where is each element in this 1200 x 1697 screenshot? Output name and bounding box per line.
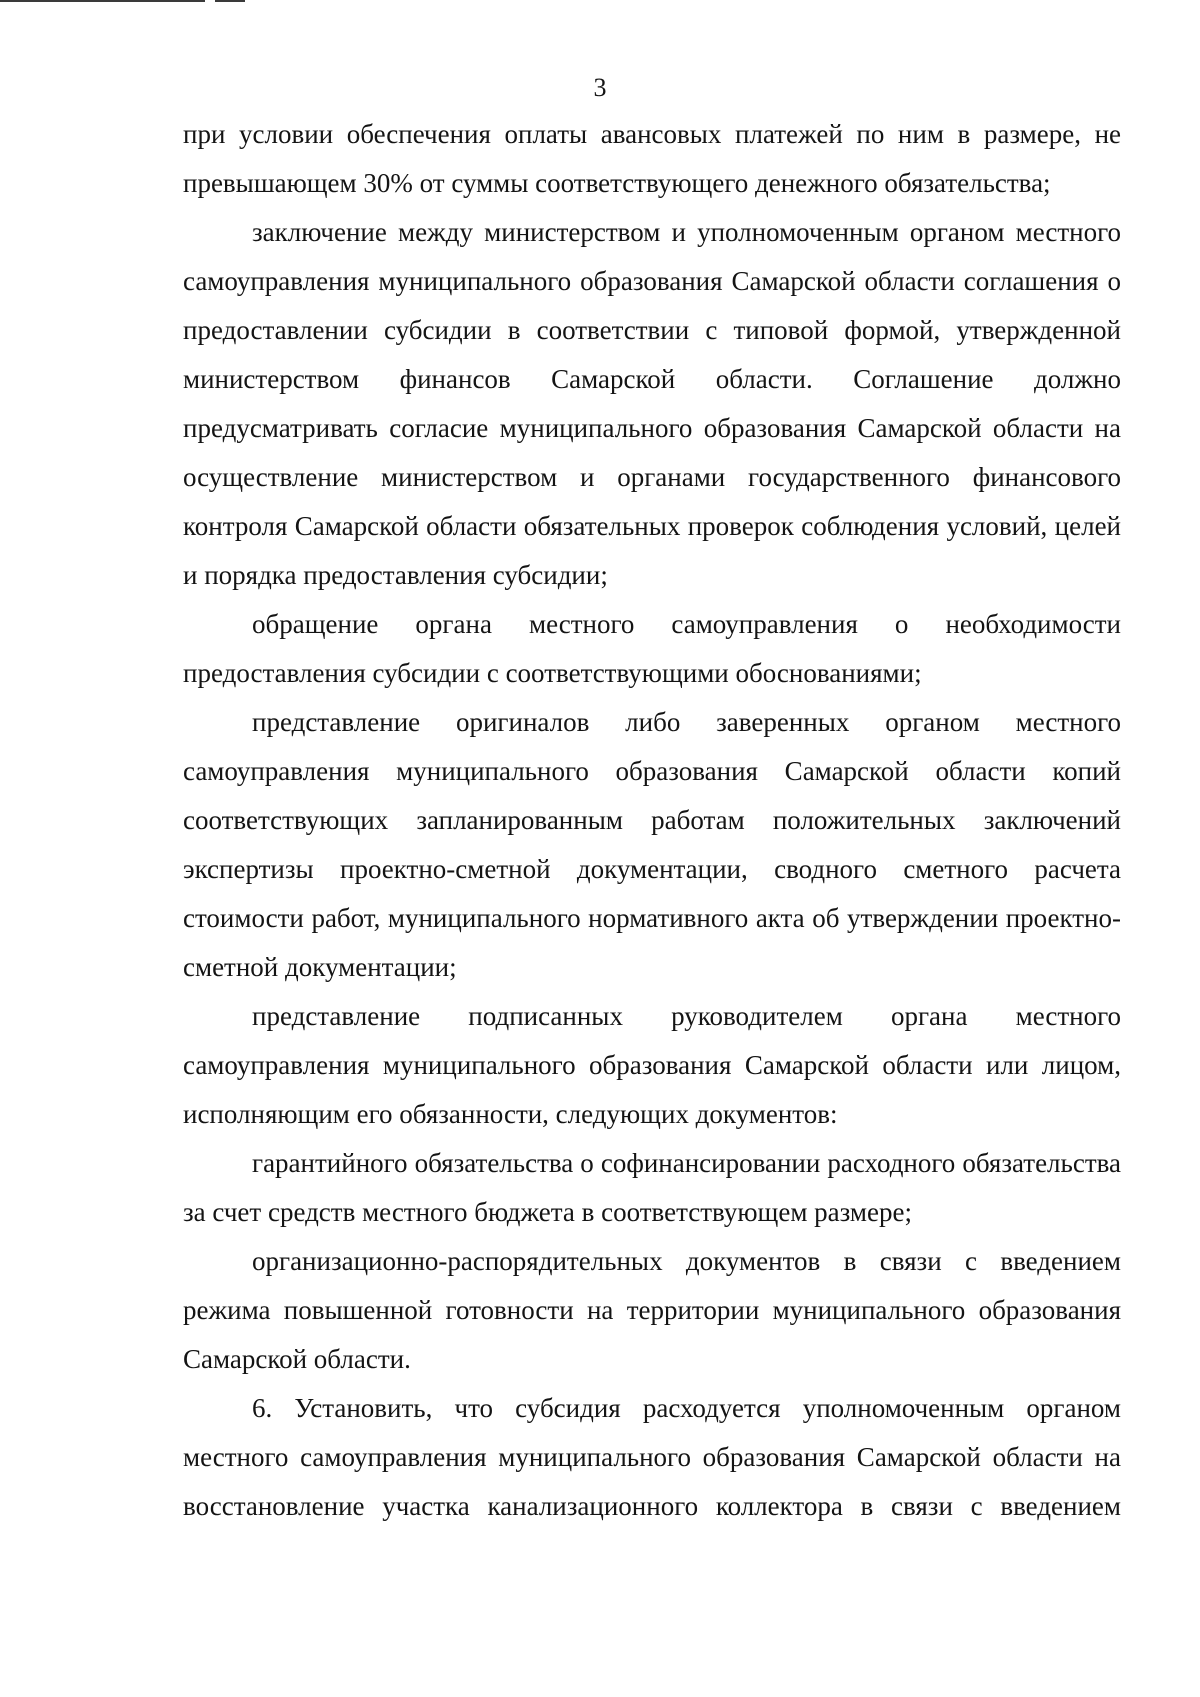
paragraph-signed-documents: представление подписанных руководителем органа местного самоуправления муниципального образования Самарской области или лицом, исполняющим его обязанности, следующих документов:	[183, 1001, 1121, 1129]
paragraph-item-6: 6. Установить, что субсидия расходуется уполномоченным органом местного самоуправления муниципального образования Самарской области на восстановление участка канализационного коллектора в связи с введением	[183, 1393, 1121, 1521]
scan-edge-line-short	[215, 0, 245, 2]
paragraph-request: обращение органа местного самоуправления о необходимости предоставления субсидии с соответствующими обоснованиями;	[183, 609, 1121, 688]
document-body	[183, 110, 1121, 1531]
paragraph-guarantee: гарантийного обязательства о софинансировании расходного обязательства за счет средств местного бюджета в соответствующем размере;	[183, 1148, 1121, 1227]
page-number: 3	[593, 73, 607, 102]
paragraph-originals: представление оригиналов либо заверенных органом местного самоуправления муниципального образования Самарской области копий соответствующих запланированным работам положительных заключений экспертизы проектно-сметной документации, сводного сметного расчета стоимости работ, муниципального нормативного акта об утверждении проектно-сметной документации;	[183, 707, 1121, 982]
scan-edge-line	[0, 0, 205, 2]
paragraph-payment-condition: при условии обеспечения оплаты авансовых платежей по ним в размере, не превышающем 30% от суммы соответствующего денежного обязательства;	[183, 119, 1121, 198]
paragraph-agreement: заключение между министерством и уполномоченным органом местного самоуправления муниципального образования Самарской области соглашения о предоставлении субсидии в соответствии с типовой формой, утвержденной министерством финансов Самарской области. Соглашение должно предусматривать согласие муниципального образования Самарской области на осуществление министерством и органами государственного финансового контроля Самарской области обязательных проверок соблюдения условий, целей и порядка предоставления субсидии;	[183, 217, 1121, 590]
paragraph-organizational-docs: организационно-распорядительных документов в связи с введением режима повышенной готовности на территории муниципального образования Самарской области.	[183, 1246, 1121, 1374]
